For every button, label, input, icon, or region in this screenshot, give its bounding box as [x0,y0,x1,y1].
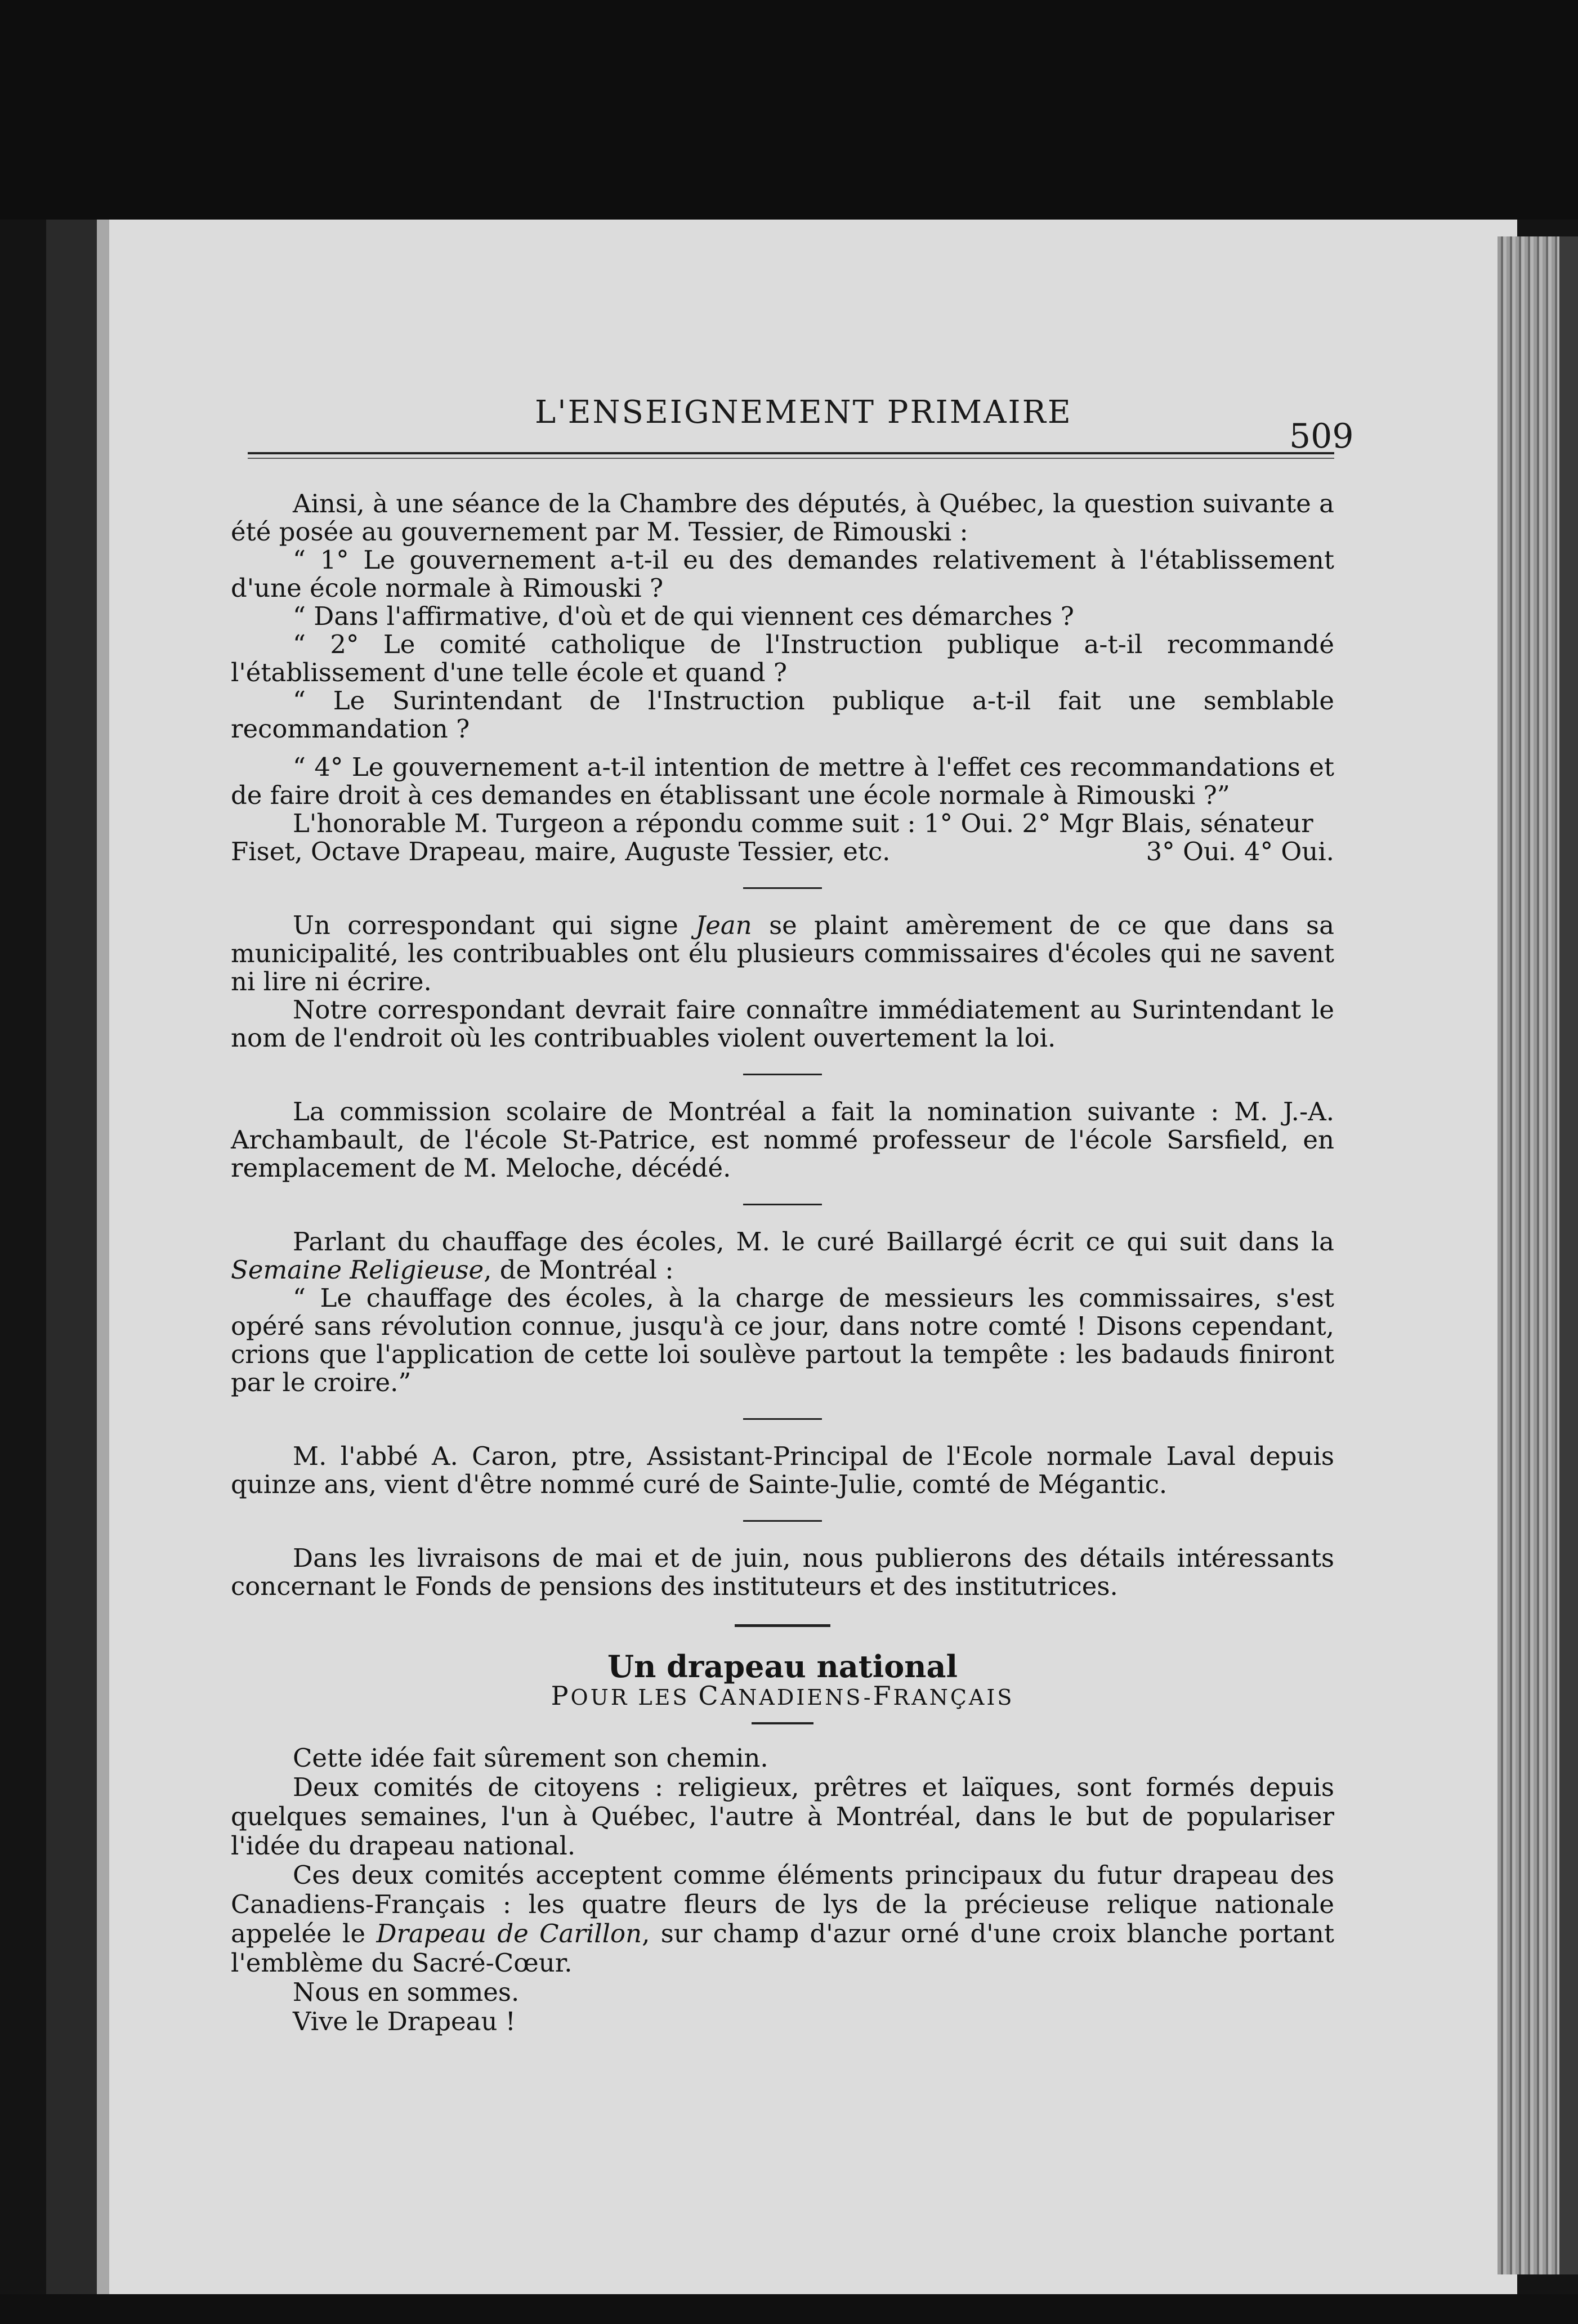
paragraph: Un correspondant qui signe Jean se plaint amèrement de ce que dans sa municipalité, les contribuables ont élu plusieurs commissaires d'écoles qui ne savent ni lire ni écrire. [231,910,1334,996]
paragraph: M. l'abbé A. Caron, ptre, Assistant-Principal de l'Ecole normale Laval depuis quinze ans, vient d'être nommé curé de Sainte-Julie, comté de Mégantic. [231,1441,1334,1499]
paragraph: Nous en sommes. [293,1977,520,2007]
section-separator [743,1204,822,1205]
section-fonds-pensions [231,1544,1334,1601]
paragraph: Dans les livraisons de mai et de juin, nous publierons des détails intéressants concernant le Fonds de pensions des instituteurs et des institutrices. [231,1543,1334,1601]
page-stack-shadow [1559,236,1578,2274]
page-content [231,490,1334,2036]
scan-background-bottom [0,2294,1578,2324]
paragraph: Notre correspondant devrait faire connaître immédiatement au Surintendant le nom de l'endroit où les contribuables violent ouvertement la loi. [231,995,1334,1053]
header-rule [248,452,1334,459]
answer-line-2 [231,838,1334,866]
section-separator [743,1520,822,1522]
title-separator [752,1722,813,1724]
paragraph: Vive le Drapeau ! [293,2006,516,2036]
flag-name: Drapeau de Carillon [376,1919,642,1948]
question-2: “ 2° Le comité catholique de l'Instruction publique a-t-il recommandé l'établissement d'une telle école et quand ? [231,629,1334,687]
publication-name: Semaine Religieuse [231,1255,484,1285]
article-separator [735,1624,830,1627]
section-chauffage [231,1228,1334,1397]
question-1b: “ Dans l'affirmative, d'où et de qui viennent ces démarches ? [293,601,1074,631]
section-ecole-normale-rimouski [231,490,1334,866]
paragraph: Ces deux comités acceptent comme éléments principaux du futur drapeau des Canadiens-Français : les quatre fleurs de lys de la précieuse relique nationale appelée le Drapeau de Carillon, sur champ d'azur orné d'une croix blanche portant l'emblème du Sacré-Cœur. [231,1860,1334,1978]
running-title: L'ENSEIGNEMENT PRIMAIRE [535,394,1072,431]
paragraph: La commission scolaire de Montréal a fait la nomination suivante : M. J.-A. Archambault, de l'école St-Patrice, est nommé professeur de l'école Sarsfield, en remplacement de M. Meloche, décédé. [231,1097,1334,1183]
question-4: “ 4° Le gouvernement a-t-il intention de mettre à l'effet ces recommandations et de faire droit à ces demandes en établissant une école normale à Rimouski ?” [231,752,1334,810]
paragraph: Ainsi, à une séance de la Chambre des députés, à Québec, la question suivante a été posée au gouvernement par M. Tessier, de Rimouski : [231,489,1334,547]
scan-background-top [0,0,1578,220]
question-1: “ 1° Le gouvernement a-t-il eu des demandes relativement à l'établissement d'une école normale à Rimouski ? [231,545,1334,603]
article-title: Un drapeau national [607,1648,958,1684]
section-commission-scolaire [231,1098,1334,1182]
page-gutter-edge [97,220,109,2297]
answer-line-1: L'honorable M. Turgeon a répondu comme suit : 1° Oui. 2° Mgr Blais, sénateur [293,808,1313,838]
signature-name: Jean [695,910,752,940]
section-abbe-caron [231,1442,1334,1499]
article-subtitle: POUR LES CANADIENS-FRANÇAIS [551,1681,1014,1711]
quotation: “ Le chauffage des écoles, à la charge de messieurs les commissaires, s'est opéré sans révolution connue, jusqu'à ce jour, dans notre comté ! Disons cependant, crions que l'application de cette loi soulève partout la tempête : les badauds finiront par le croire.” [231,1283,1334,1397]
question-3: “ Le Surintendant de l'Instruction publique a-t-il fait une semblable recommandation ? [231,686,1334,744]
section-correspondant [231,911,1334,1052]
section-separator [743,887,822,889]
page-number: 509 [1289,417,1354,456]
page-gutter-shadow [46,220,97,2297]
paragraph: Cette idée fait sûrement son chemin. [293,1743,768,1773]
paragraph: Deux comités de citoyens : religieux, prêtres et laïques, sont formés depuis quelques semaines, l'un à Québec, l'autre à Montréal, dans le but de populariser l'idée du drapeau national. [231,1772,1334,1861]
article-drapeau-national [231,1648,1334,2036]
answer-results: 3° Oui. 4° Oui. [1146,837,1334,866]
paragraph: Parlant du chauffage des écoles, M. le curé Baillargé écrit ce qui suit dans la Semaine Religieuse, de Montréal : [231,1227,1334,1285]
section-separator [743,1418,822,1420]
section-separator [743,1074,822,1075]
answer-names: Fiset, Octave Drapeau, maire, Auguste Tessier, etc. [231,837,891,866]
